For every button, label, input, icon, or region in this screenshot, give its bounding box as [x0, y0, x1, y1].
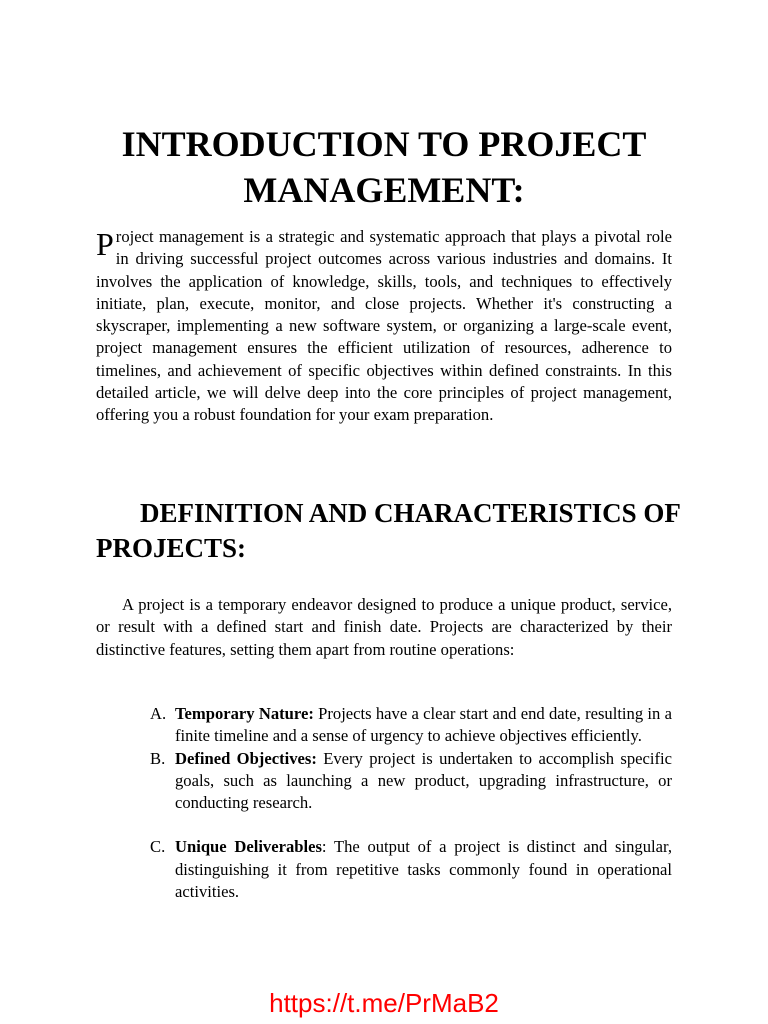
list-item	[150, 748, 672, 815]
list-item-term: Unique Deliverables	[175, 837, 322, 857]
intro-text: roject management is a strategic and systematic approach that plays a pivotal role in driving successful project outcomes across various industries and domains. It involves the application of knowledge, skills, tools, and techniques to effectively initiate, plan, execute, monitor, and close projects. Whether it's constructing a skyscraper, implementing a new software system, or organizing a large-scale event, project management ensures the efficient utilization of resources, adherence to timelines, and achievement of specific objectives within defined constraints. In this detailed article, we will delve deep into the core principles of project management, offering you a robust foundation for your exam preparation.	[96, 227, 672, 425]
list-item-marker: B.	[150, 748, 166, 768]
list-item-text	[175, 748, 672, 815]
list-item-marker: A.	[150, 704, 167, 723]
list-item-marker: C.	[150, 837, 166, 857]
list-item-text	[175, 836, 672, 903]
list-item-description: : The output of a project is distinct and singular, distinguishing it from repetitive tasks commonly found in operational activities.	[175, 837, 672, 902]
intro-paragraph	[96, 226, 672, 427]
page-title: INTRODUCTION TO PROJECT MANAGEMENT:	[121, 124, 647, 210]
list-item-term: Defined Objectives:	[175, 748, 317, 768]
list-item-description: Projects have a clear start and end date, resulting in a finite timeline and a sense of urgency to achieve objectives efficiently.	[175, 704, 672, 746]
list-item-text	[175, 703, 672, 748]
characteristics-list	[150, 703, 672, 903]
telegram-link[interactable]: https://t.me/PrMaB2	[269, 988, 499, 1018]
section-heading: DEFINITION AND CHARACTERISTICS OF PROJECTS:	[96, 498, 680, 563]
section-paragraph: A project is a temporary endeavor designed to produce a unique product, service, or result with a defined start and finish date. Projects are characterized by their distinctive features, setting them apart from routine operations:	[96, 595, 672, 659]
list-item-description: Every project is undertaken to accomplish specific goals, such as launching a new product, upgrading infrastructure, or conducting research.	[175, 748, 672, 813]
list-item	[150, 703, 672, 748]
drop-cap: P	[96, 226, 114, 262]
list-item	[150, 836, 672, 903]
list-item-term: Temporary Nature:	[175, 704, 314, 723]
